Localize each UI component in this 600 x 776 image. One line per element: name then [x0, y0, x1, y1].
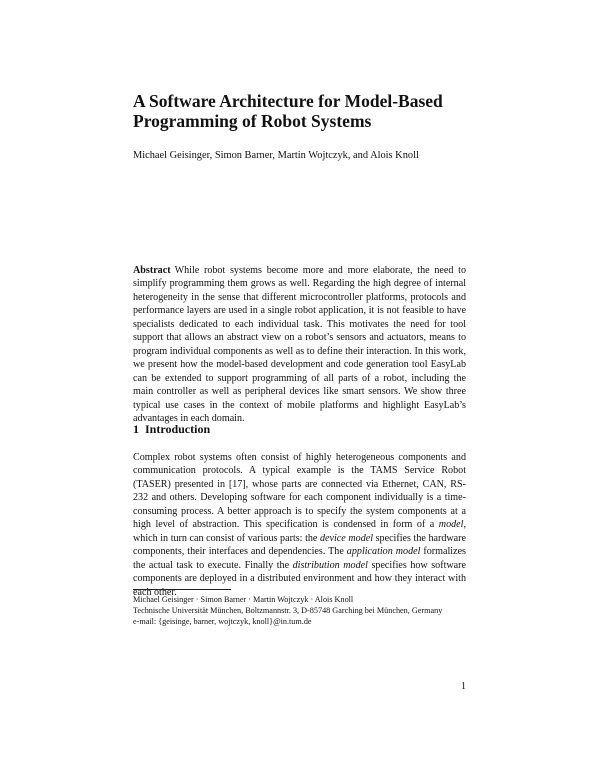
abstract-label: Abstract	[133, 265, 171, 276]
section-number: 1	[133, 422, 139, 436]
intro-text-1: Complex robot systems often consist of highly heterogeneous components and communication protocols. A typical example is the TAMS Service Robot (TASER) presented in [17], whose parts are connected via Ethernet, CAN, RS-232 and others. Developing software for each component individually is a time-consuming process. A better approach is to specify the system components at a high level of abstraction. This specification is condensed in form of a	[133, 452, 466, 531]
intro-text-4: formalizes the actual task to execute. Finally the	[133, 546, 466, 571]
title-line-2: Programming of Robot Systems	[133, 111, 372, 131]
title-line-1: A Software Architecture for Model-Based	[133, 91, 443, 111]
intro-text-3: specifies the hardware components, their interfaces and dependencies. The	[133, 532, 466, 558]
footnote-email: e-mail: {geisinge, barner, wojtczyk, knoll}@in.tum.de	[133, 617, 312, 626]
intro-emphasis-device-model: device model	[320, 532, 374, 544]
intro-emphasis-distribution-model: distribution model	[292, 559, 368, 571]
section-heading-introduction	[133, 422, 473, 436]
section-title: Introduction	[145, 422, 211, 436]
abstract-text: While robot systems become more and more elaborate, the need to simplify programming them grows as well. Regarding the high degree of internal heterogeneity in the sense that different microcontroller platforms, protocols and performance layers are used in a single robot application, it is not feasible to have specialists dedicated to each individual task. This motivates the need for tool support that allows an abstract view on a robot’s sensors and actuators, means to program individual components as well as to define their interaction. In this work, we present how the model-based development and code generation tool EasyLab can be extended to support programming of all parts of a robot, including the main controller as well as peripheral devices like smart sensors. We show three typical use cases in the context of mobile platforms and highlight EasyLab’s advantages in each domain.	[133, 265, 466, 424]
introduction-paragraph	[133, 451, 466, 599]
abstract	[133, 264, 466, 425]
intro-text-2: , which in turn can consist of various parts: the	[133, 519, 466, 544]
affiliation-footnote	[133, 594, 493, 627]
footnote-affiliation: Technische Universität München, Boltzmannstr. 3, D-85748 Garching bei München, Germany	[133, 606, 443, 615]
paper-title	[133, 91, 493, 131]
intro-emphasis-application-model: application model	[346, 546, 421, 558]
intro-emphasis-model: model	[438, 519, 464, 531]
footnote-divider	[133, 589, 231, 590]
page-number: 1	[461, 681, 466, 692]
footnote-authors: Michael Geisinger · Simon Barner · Martin Wojtczyk · Alois Knoll	[133, 595, 354, 604]
intro-text-5: specifies how software components are deployed in a distributed environment and how they interact with each other.	[133, 559, 466, 598]
author-list: Michael Geisinger, Simon Barner, Martin Wojtczyk, and Alois Knoll	[133, 150, 419, 161]
